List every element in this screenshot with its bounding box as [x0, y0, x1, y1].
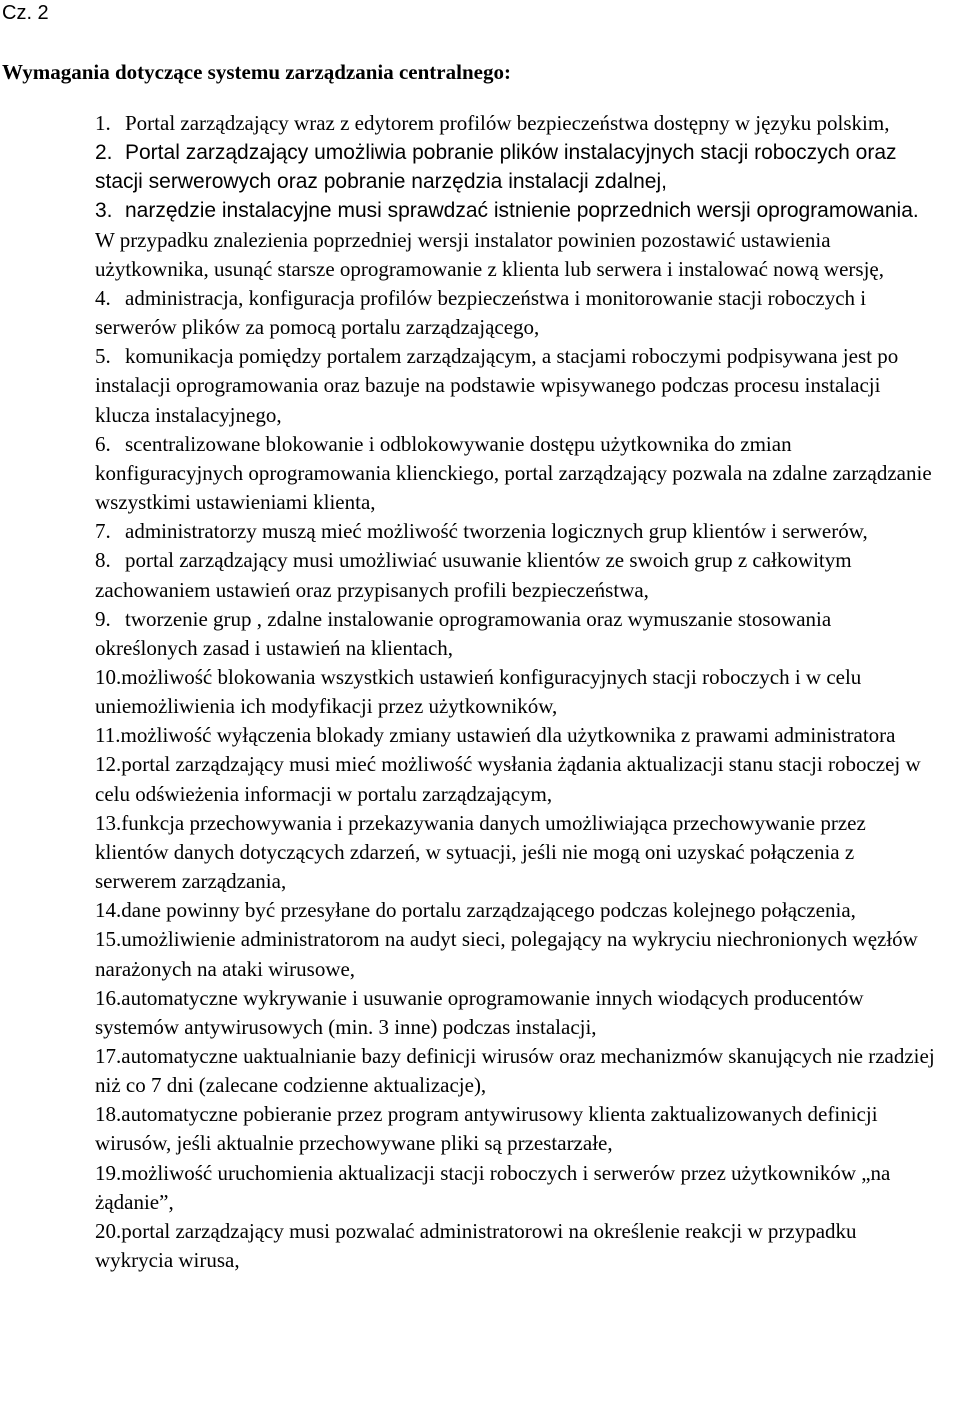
- section-heading: Wymagania dotyczące systemu zarządzania centralnego:: [2, 60, 511, 84]
- item-text: automatyczne wykrywanie i usuwanie oprogramowanie innych wiodących producentów systemów antywirusowych (min. 3 inne) podczas instalacji,: [95, 985, 864, 1039]
- item-text: automatyczne uaktualnianie bazy definicji wirusów oraz mechanizmów skanujących nie rzadziej niż co 7 dni (zalecane codzienne aktualizacje),: [95, 1044, 935, 1098]
- item-number: 12.: [95, 752, 122, 777]
- item-text: dane powinny być przesyłane do portalu zarządzającego podczas kolejnego połączenia,: [121, 898, 856, 923]
- list-item: [95, 1100, 935, 1158]
- list-item: [95, 109, 935, 138]
- list-item: [95, 984, 935, 1042]
- list-item: [95, 1159, 935, 1217]
- item-number: 2.: [95, 141, 113, 165]
- list-item: [95, 896, 935, 925]
- item-number: 8.: [95, 548, 111, 573]
- list-item: [95, 1217, 935, 1275]
- item-number: 9.: [95, 606, 111, 631]
- item-text: portal zarządzający musi mieć możliwość wysłania żądania aktualizacji stanu stacji roboczej w celu odświeżenia informacji w portalu zarządzającym,: [95, 752, 921, 806]
- item-number: 16.: [95, 985, 122, 1010]
- item-number: 7.: [95, 519, 111, 544]
- item-text: możliwość blokowania wszystkich ustawień konfiguracyjnych stacji roboczych i w celu uniemożliwienia ich modyfikacji przez użytkowników,: [95, 664, 862, 719]
- item-number: 11.: [95, 723, 121, 748]
- item-text: administratorzy muszą mieć możliwość tworzenia logicznych grup klientów i serwerów,: [125, 519, 868, 544]
- item-text: scentralizowane blokowanie i odblokowywanie dostępu użytkownika do zmian konfiguracyjnych oprogramowania klienckiego, portal zarządzający pozwala na zdalne zarządzanie wszystkimi ustawieniami klienta,: [95, 431, 932, 515]
- list-item: [95, 605, 935, 663]
- item-text: narzędzie instalacyjne musi sprawdzać istnienie poprzednich wersji oprogramowania.: [125, 199, 919, 223]
- item-number: 14.: [95, 898, 122, 923]
- list-item: [95, 663, 935, 721]
- item-text: komunikacja pomiędzy portalem zarządzającym, a stacjami roboczymi podpisywana jest po instalacji oprogramowania oraz bazuje na podstawie wpisywanego podczas procesu instalacji klucza instalacyjnego,: [95, 344, 899, 427]
- item-number: 18.: [95, 1102, 122, 1127]
- item-text: administracja, konfiguracja profilów bezpieczeństwa i monitorowanie stacji roboczych i serwerów plików za pomocą portalu zarządzającego,: [95, 285, 867, 340]
- list-item: [95, 517, 935, 546]
- item-text: umożliwienie administratorom na audyt sieci, polegający na wykryciu niechronionych węzłów narażonych na ataki wirusowe,: [95, 927, 918, 981]
- item-number: 17.: [95, 1044, 122, 1068]
- item-number: 1.: [95, 111, 111, 135]
- item-text: portal zarządzający musi pozwalać administratorowi na określenie reakcji w przypadku wykrycia wirusa,: [95, 1218, 857, 1273]
- list-item: [95, 342, 935, 429]
- item-text: tworzenie grup , zdalne instalowanie oprogramowania oraz wymuszanie stosowania określonych zasad i ustawień na klientach,: [95, 606, 832, 660]
- item-text: automatyczne pobieranie przez program antywirusowy klienta zaktualizowanych definicji wirusów, jeśli aktualnie przechowywane pliki są przestarzałe,: [95, 1102, 878, 1156]
- item-text: Portal zarządzający wraz z edytorem profilów bezpieczeństwa dostępny w języku polskim,: [125, 111, 890, 135]
- list-item: [95, 196, 935, 283]
- list-item: [95, 546, 935, 604]
- item-number: 5.: [95, 344, 111, 369]
- list-item: [95, 138, 935, 196]
- requirements-list: [95, 109, 935, 1275]
- item-text: Portal zarządzający umożliwia pobranie plików instalacyjnych stacji roboczych oraz stacji serwerowych oraz pobranie narzędzia instalacji zdalnej,: [95, 141, 897, 194]
- item-text: możliwość wyłączenia blokady zmiany ustawień dla użytkownika z prawami administratora: [120, 723, 896, 748]
- list-item: [95, 430, 935, 517]
- item-number: 15.: [95, 927, 122, 952]
- item-number: 20.: [95, 1218, 122, 1243]
- item-number: 3.: [95, 199, 113, 223]
- list-item: [95, 750, 935, 808]
- part-label: Cz. 2: [2, 2, 49, 24]
- item-text: możliwość uruchomienia aktualizacji stacji roboczych i serwerów przez użytkowników „na żądanie”,: [95, 1160, 891, 1214]
- item-text: funkcja przechowywania i przekazywania danych umożliwiająca przechowywanie przez klientów danych dotyczących zdarzeń, w sytuacji, jeśli nie mogą oni uzyskać połączenia z serwerem zarządzania,: [95, 810, 866, 894]
- item-number: 10.: [95, 664, 122, 689]
- list-item: [95, 925, 935, 983]
- item-text: portal zarządzający musi umożliwiać usuwanie klientów ze swoich grup z całkowitym zachowaniem ustawień oraz przypisanych profili bezpieczeństwa,: [95, 548, 852, 602]
- item-number: 6.: [95, 431, 111, 456]
- item-number: 4.: [95, 285, 111, 310]
- list-item: [95, 284, 935, 342]
- list-item: [95, 809, 935, 896]
- list-item: [95, 1042, 935, 1100]
- item-number: 13.: [95, 810, 122, 835]
- item-text-continuation: W przypadku znalezienia poprzedniej wersji instalator powinien pozostawić ustawienia użytkownika, usunąć starsze oprogramowanie z klienta lub serwera i instalować nową wersję,: [95, 227, 884, 281]
- list-item: [95, 721, 935, 750]
- item-number: 19.: [95, 1160, 122, 1185]
